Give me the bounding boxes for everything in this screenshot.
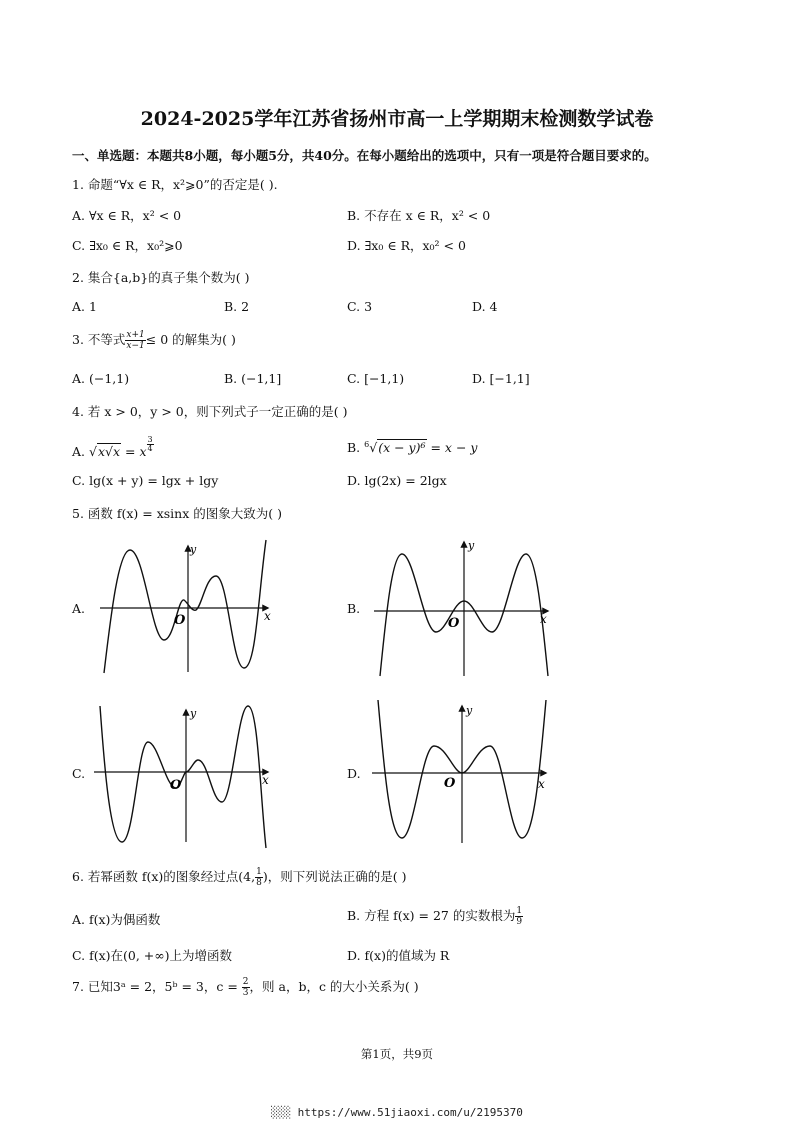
q5-option-d-label: D. <box>347 766 361 781</box>
q6-option-d: D. f(x)的值域为 R <box>347 948 450 963</box>
q1-option-c: C. ∃x₀ ∈ R，x₀²⩾0 <box>72 238 183 253</box>
q5-graph-c <box>92 702 278 850</box>
q5-option-c-label: C. <box>72 766 86 781</box>
q3-stem: 3. 不等式 $\frac{x+1}{x-1}$ ≤ 0 的解集为( ) <box>72 330 236 351</box>
svg-text:x: x <box>538 777 545 791</box>
svg-text:x: x <box>540 612 547 626</box>
q5-graph-b <box>372 536 554 681</box>
q5-stem: 5. 函数 f(x) = xsinx 的图象大致为( ) <box>72 506 282 521</box>
q2-option-a: A. 1 <box>72 299 97 314</box>
q5-option-a-label: A. <box>72 601 86 616</box>
q2-stem: 2. 集合{a,b}的真子集个数为( ) <box>72 270 250 285</box>
svg-text:y: y <box>468 539 475 552</box>
q2-option-c: C. 3 <box>347 299 373 314</box>
q4-option-c: C. lg(x + y) = lgx + lgy <box>72 473 219 488</box>
q3-fraction: $\frac{x+1}{x-1}$ <box>126 330 145 351</box>
q1-option-d: D. ∃x₀ ∈ R，x₀² < 0 <box>347 238 466 253</box>
section-heading: 一、单选题：本题共8小题，每小题5分，共40分。在每小题给出的选项中，只有一项是符合题目要求的。 <box>72 148 657 163</box>
q4-option-d: D. lg(2x) = 2lgx <box>347 473 447 488</box>
svg-text:y: y <box>190 543 197 556</box>
q2-option-b: B. 2 <box>224 299 250 314</box>
page-footer: 第1页，共9页 <box>360 1047 434 1061</box>
q6-option-b: B. 方程 f(x) = 27 的实数根为 $\frac{1}{9}$ <box>347 906 523 927</box>
q6-stem: 6. 若幂函数 f(x)的图象经过点(4, $\frac{1}{8}$ )，则下列说法正确的是( ) <box>72 867 407 888</box>
svg-text:O: O <box>174 613 186 628</box>
curve <box>100 706 266 848</box>
q4-option-a: A. √x√x = x $\frac{3}{4}$ <box>72 435 153 460</box>
q4-stem: 4. 若 x > 0，y > 0，则下列式子一定正确的是( ) <box>72 404 348 419</box>
q6-option-a: A. f(x)为偶函数 <box>72 912 161 927</box>
q1-stem: 1. 命题“∀x ∈ R，x²⩾0”的否定是( ). <box>72 177 278 192</box>
q5-graph-d <box>370 698 554 848</box>
q3-option-b: B. (−1,1] <box>224 371 282 386</box>
watermark-url: ░░░ https://www.51jiaoxi.com/u/2195370 <box>271 1106 523 1119</box>
svg-text:x: x <box>262 773 269 787</box>
q4-option-b: B. $^6$√(x − y)⁶ = x − y <box>347 440 478 456</box>
q3-option-d: D. [−1,1] <box>472 371 530 386</box>
q3-option-a: A. (−1,1) <box>72 371 130 386</box>
q5-option-b-label: B. <box>347 601 361 616</box>
curve <box>104 540 266 673</box>
page-title: 2024-2025学年江苏省扬州市高一上学期期末检测数学试卷 <box>140 108 654 130</box>
svg-text:y: y <box>466 704 473 717</box>
q3-option-c: C. [−1,1) <box>347 371 405 386</box>
q6-option-c: C. f(x)在(0, +∞)上为增函数 <box>72 948 233 963</box>
svg-text:O: O <box>170 778 182 793</box>
q7-stem: 7. 已知3ᵃ = 2，5ᵇ = 3，c = $\frac{2}{3}$ ，则 a，b，c 的大小关系为( ) <box>72 977 419 998</box>
svg-text:y: y <box>190 707 197 720</box>
q1-option-b: B. 不存在 x ∈ R，x² < 0 <box>347 208 491 223</box>
q2-option-d: D. 4 <box>472 299 498 314</box>
q1-option-a: A. ∀x ∈ R，x² < 0 <box>72 208 182 223</box>
svg-text:O: O <box>448 616 460 631</box>
svg-text:O: O <box>444 776 456 791</box>
q5-graph-a <box>98 538 280 678</box>
svg-text:x: x <box>264 609 271 623</box>
